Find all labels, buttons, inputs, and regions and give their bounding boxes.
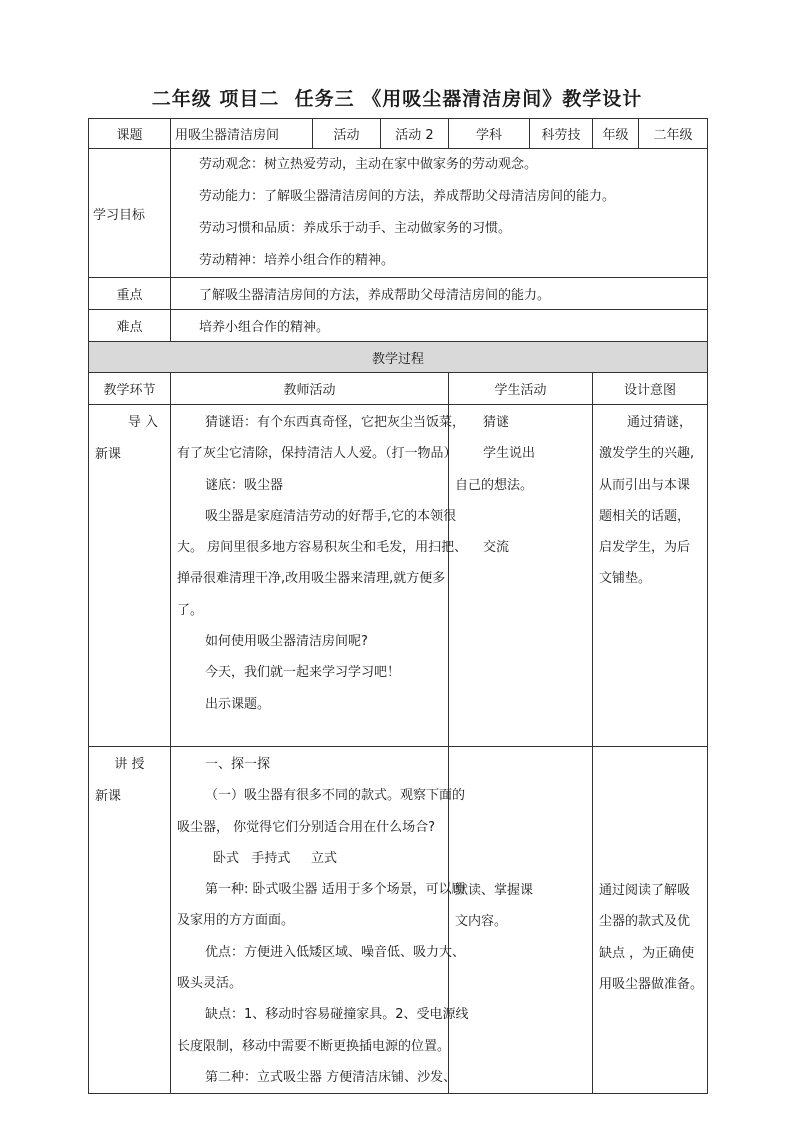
grade-label: 年级 bbox=[593, 119, 639, 149]
intent-line: 题相关的话题， bbox=[599, 508, 691, 524]
teach-student-activity bbox=[449, 747, 593, 1094]
difficulty-value: 培养小组合作的精神。 bbox=[171, 310, 708, 342]
teacher-line: 第二种：立式吸尘器 方便清洁床铺、沙发、 bbox=[205, 1069, 457, 1085]
intro-stage-line-2: 新课 bbox=[95, 447, 122, 462]
teach-teacher-activity bbox=[171, 747, 469, 1094]
grade-value: 二年级 bbox=[639, 119, 708, 149]
intro-stage-line-1: 导 入 bbox=[127, 415, 158, 430]
column-header-stage: 教学环节 bbox=[89, 373, 171, 405]
goal-item: 劳动观念：树立热爱劳动，主动在家中做家务的劳动观念。 bbox=[199, 157, 538, 172]
teacher-line: 吸尘器是家庭清洁劳动的好帮手,它的本领很 bbox=[205, 508, 457, 524]
key-point-row bbox=[89, 278, 708, 310]
teacher-line: 一、探一探 bbox=[205, 757, 271, 772]
course-label: 课题 bbox=[89, 119, 171, 149]
teacher-line: 谜底：吸尘器 bbox=[205, 477, 284, 493]
student-line bbox=[455, 501, 588, 532]
intent-line: 缺点 ，为正确使 bbox=[599, 945, 695, 961]
teacher-line: 如何使用吸尘器清洁房间呢? bbox=[205, 634, 368, 650]
teacher-line: 吸头灵活。 bbox=[177, 976, 243, 992]
teacher-line: 第一种: 卧式吸尘器 适用于多个场景，可以顾 bbox=[205, 882, 465, 898]
teach-row bbox=[89, 747, 708, 1094]
student-line: 交流 bbox=[483, 540, 510, 556]
teacher-line: 长度限制，移动中需要不断更换插电源的位置。 bbox=[177, 1038, 451, 1054]
teach-stage bbox=[89, 747, 171, 1094]
info-row bbox=[89, 119, 708, 149]
document-title: 二年级 项目二 任务三 《用吸尘器清洁房间》教学设计 bbox=[151, 88, 643, 110]
student-line: 文内容。 bbox=[455, 914, 508, 930]
intent-line: 通过阅读了解吸 bbox=[599, 883, 691, 898]
intro-design-intent bbox=[593, 405, 708, 747]
goal-item: 劳动精神：培养小组合作的精神。 bbox=[199, 253, 395, 268]
intent-line: 激发学生的兴趣, bbox=[599, 446, 695, 462]
difficulty-row bbox=[89, 310, 708, 342]
intent-line: 通过猜谜， bbox=[627, 415, 693, 430]
subject-label: 学科 bbox=[449, 119, 530, 149]
teacher-line: 猜谜语：有个东西真奇怪，它把灰尘当饭菜， bbox=[205, 415, 466, 430]
teacher-line: 出示课题。 bbox=[205, 696, 271, 712]
intent-line: 文铺垫。 bbox=[599, 571, 652, 587]
teacher-line: 卧式 手持式 立式 bbox=[213, 850, 338, 866]
column-header-student: 学生活动 bbox=[449, 373, 593, 405]
difficulty-label: 难点 bbox=[89, 310, 171, 342]
intent-line: 启发学生，为后 bbox=[599, 540, 691, 556]
teacher-line: 有了灰尘它清除，保持清洁人人爱。（打一物品） bbox=[177, 446, 457, 462]
teacher-line: 了。 bbox=[177, 602, 204, 618]
column-header-teacher: 教师活动 bbox=[171, 373, 449, 405]
teacher-line: 大。 房间里很多地方容易积灰尘和毛发，用扫把、 bbox=[177, 540, 468, 556]
teacher-line: 及家用的方方面面。 bbox=[177, 913, 295, 929]
intro-stage bbox=[89, 405, 171, 747]
course-value: 用吸尘器清洁房间 bbox=[171, 119, 313, 149]
activity-value: 活动 2 bbox=[381, 119, 449, 149]
teach-stage-line-2: 新课 bbox=[95, 789, 122, 804]
student-line: 学生说出 bbox=[483, 446, 536, 462]
intro-row bbox=[89, 405, 708, 747]
intro-student-activity bbox=[449, 405, 593, 747]
teacher-line: 缺点：1、移动时容易碰撞家具。2、受电源线 bbox=[205, 1007, 469, 1023]
lesson-plan-table bbox=[88, 118, 708, 1094]
goals-label: 学习目标 bbox=[89, 149, 171, 278]
key-point-value: 了解吸尘器清洁房间的方法，养成帮助父母清洁房间的能力。 bbox=[171, 278, 708, 310]
activity-label: 活动 bbox=[313, 119, 381, 149]
process-columns-row bbox=[89, 373, 708, 405]
teach-stage-line-1: 讲 授 bbox=[114, 757, 145, 772]
student-line: 默读、掌握课 bbox=[455, 883, 534, 898]
teacher-line: 今天，我们就一起来学习学习吧！ bbox=[205, 665, 401, 681]
goal-item: 劳动能力：了解吸尘器清洁房间的方法，养成帮助父母清洁房间的能力。 bbox=[199, 189, 616, 204]
goals-row bbox=[89, 149, 708, 278]
intent-line: 尘器的款式及优 bbox=[599, 914, 691, 930]
student-line: 自己的想法。 bbox=[455, 477, 534, 493]
teacher-line: 吸尘器， 你觉得它们分别适合用在什么场合? bbox=[177, 819, 436, 835]
intro-teacher-activity bbox=[171, 405, 468, 747]
goals-content bbox=[171, 149, 708, 278]
teacher-line: 掸帚很难清理干净,改用吸尘器来清理,就方便多 bbox=[177, 571, 446, 587]
teacher-line: 优点：方便进入低矮区域、噪音低、吸力大、 bbox=[205, 944, 466, 960]
subject-value: 科劳技 bbox=[530, 119, 593, 149]
teach-design-intent bbox=[593, 747, 708, 1094]
intent-line: 用吸尘器做准备。 bbox=[599, 976, 704, 992]
intent-line: 从而引出与本课 bbox=[599, 477, 691, 493]
teacher-line: （一）吸尘器有很多不同的款式。观察下面的 bbox=[205, 788, 466, 804]
process-heading-row bbox=[89, 342, 708, 373]
process-heading: 教学过程 bbox=[89, 342, 708, 373]
goal-item: 劳动习惯和品质：养成乐于动手、主动做家务的习惯。 bbox=[199, 221, 512, 236]
key-point-label: 重点 bbox=[89, 278, 171, 310]
column-header-intent: 设计意图 bbox=[593, 373, 708, 405]
student-line: 猜谜 bbox=[483, 415, 510, 430]
